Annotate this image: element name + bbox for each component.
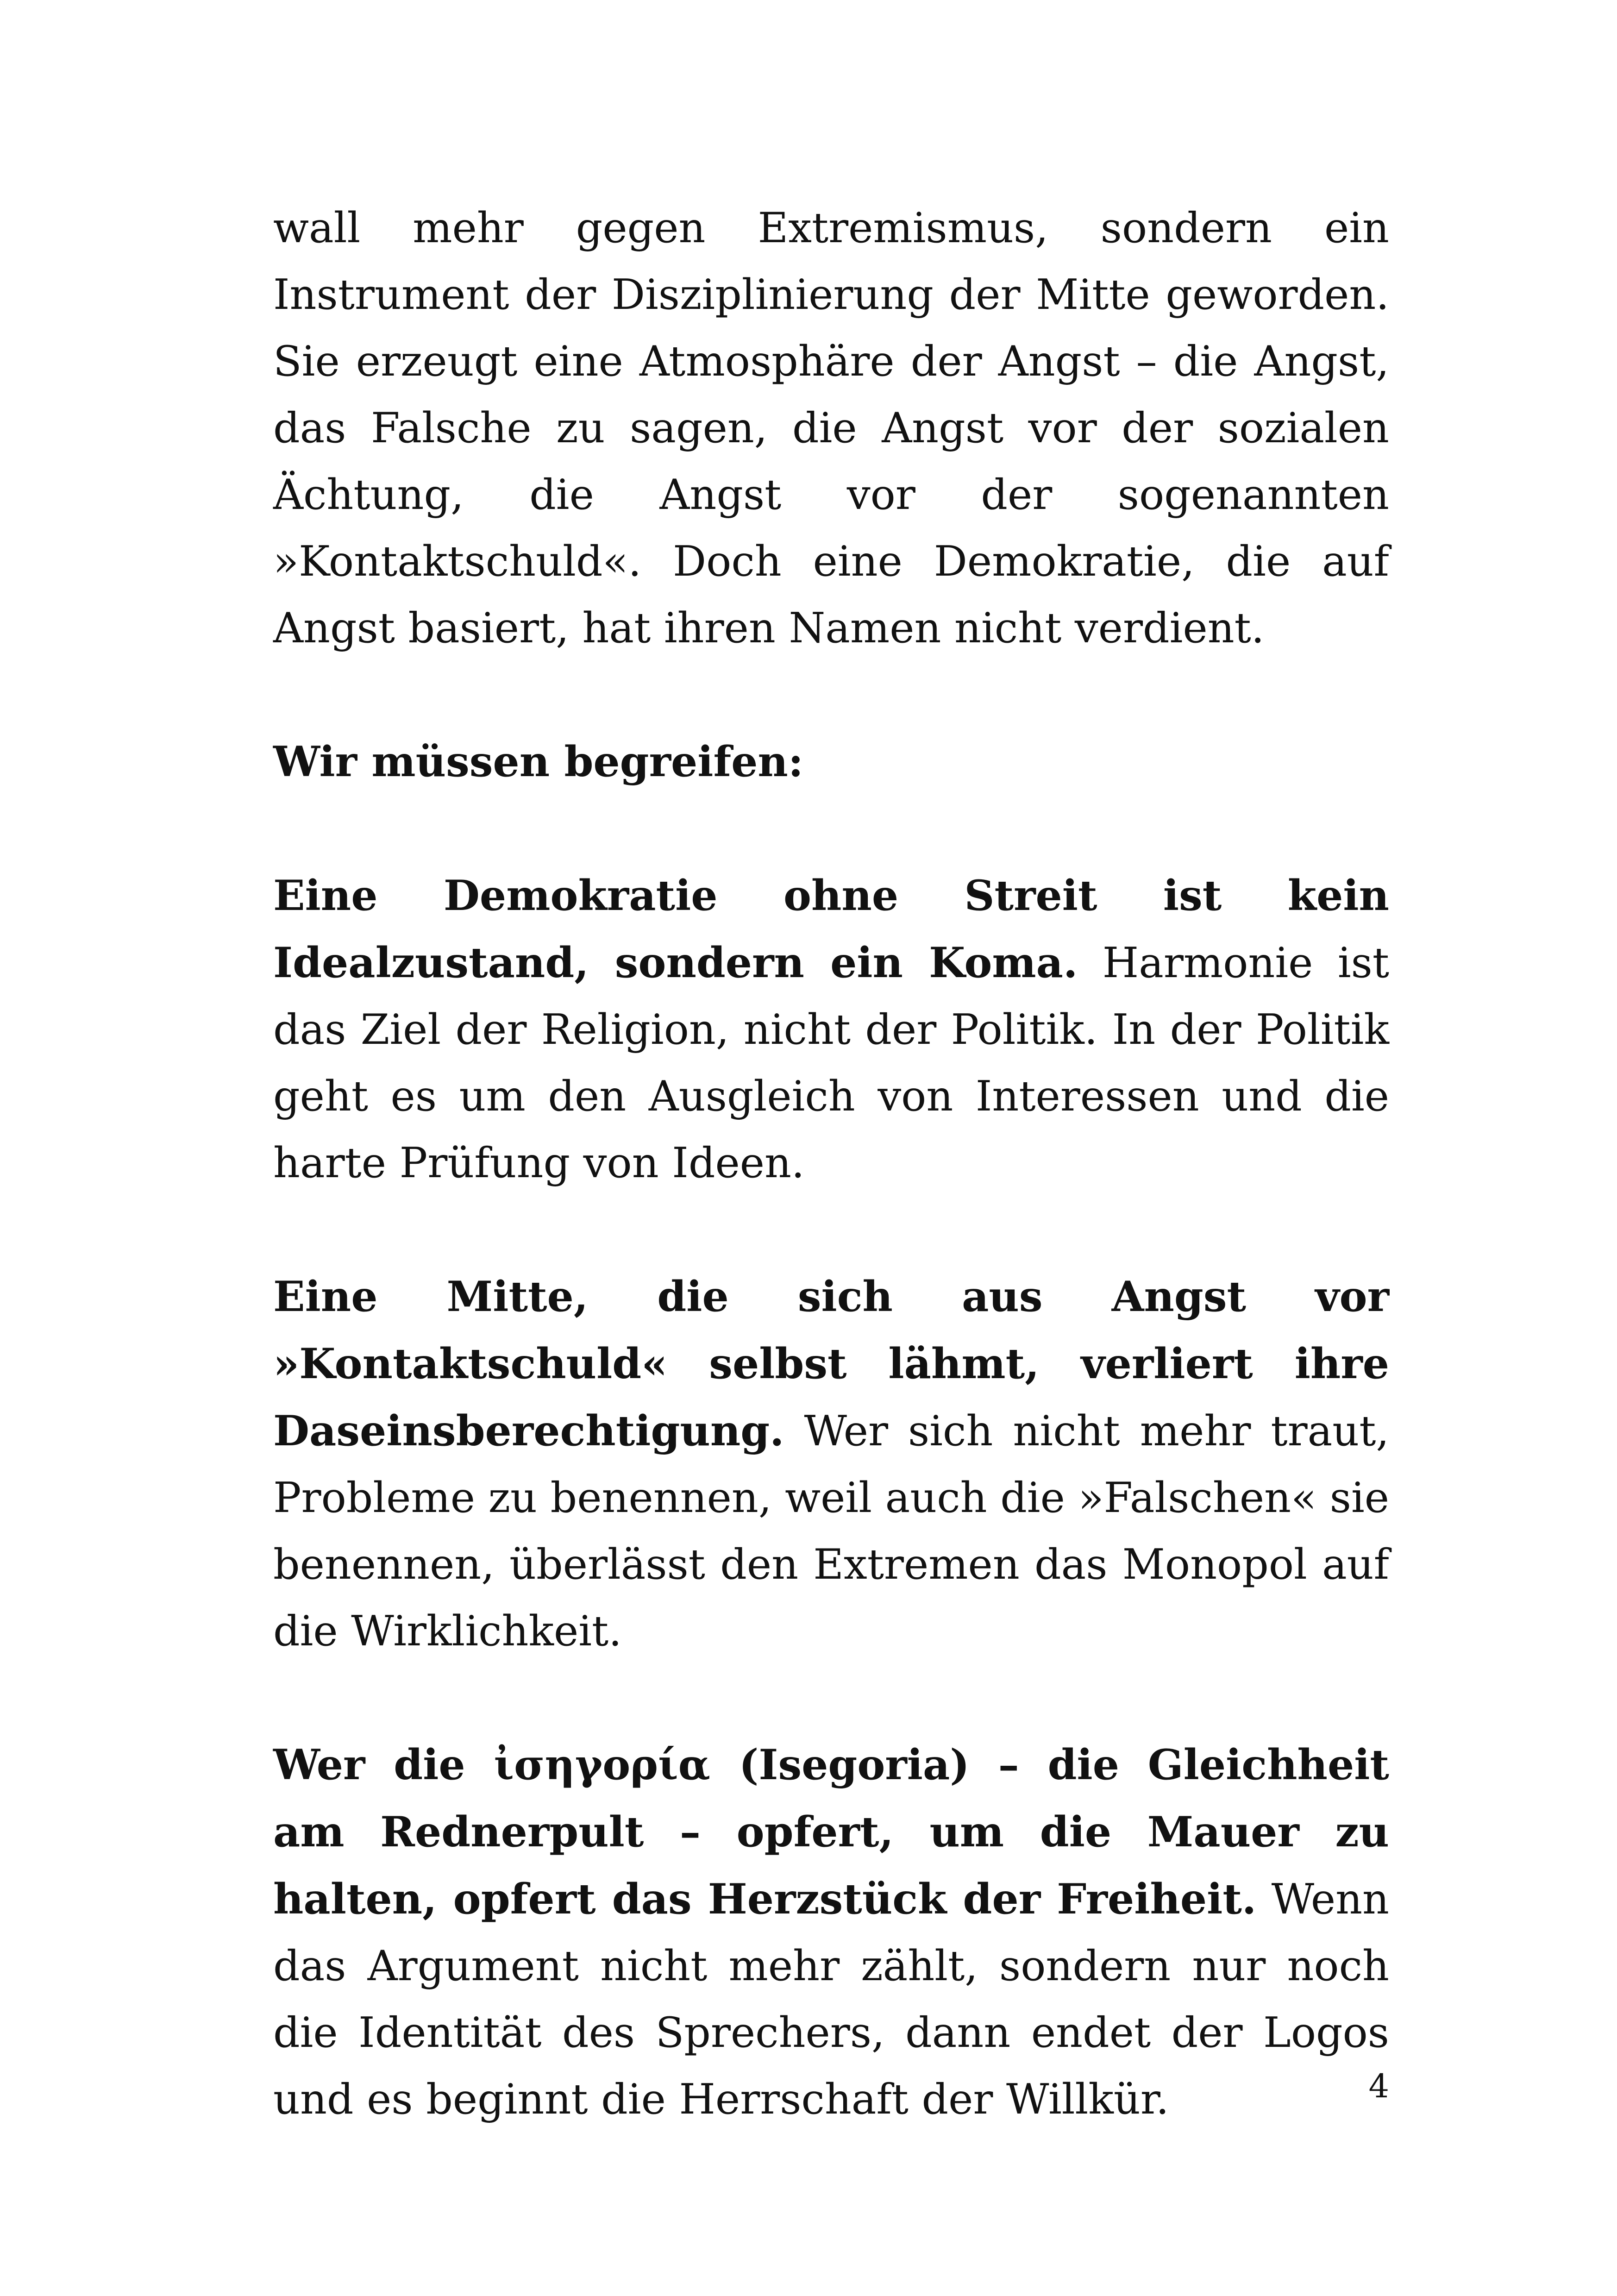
paragraph-3-bold: Eine Demokratie ohne Streit ist kein Idealzustand, sondern ein Koma.: [273, 871, 1389, 987]
paragraph-2: [273, 728, 1389, 796]
paragraph-1: [273, 194, 1389, 662]
paragraph-1-text: wall mehr gegen Extremismus, sondern ein Instrument der Disziplinierung der Mitte geworden. Sie erzeugt eine Atmosphäre der Angst – die Angst, das Falsche zu sagen, die Angst vor der sozialen Ächtung, die Angst vor der sogenannten »Kontaktschuld«. Doch eine Demokratie, die auf Angst basiert, hat ihren Namen nicht verdient.: [273, 204, 1389, 652]
paragraph-3-text: Harmonie ist das Ziel der Religion, nicht der Politik. In der Politik geht es um den Ausgleich von Interessen und die harte Prüfung von Ideen.: [273, 939, 1389, 1187]
page-number: 4: [1368, 2067, 1389, 2105]
paragraph-4-text: Wer sich nicht mehr traut, Probleme zu benennen, weil auch die »Falschen« sie benennen, überlässt den Extremen das Monopol auf die Wirklichkeit.: [273, 1407, 1389, 1656]
page-body-text: [273, 194, 1389, 2133]
paragraph-2-bold: Wir müssen begreifen:: [273, 737, 804, 786]
paragraph-5: [273, 1731, 1389, 2133]
paragraph-4-bold: Eine Mitte, die sich aus Angst vor »Kontaktschuld« selbst lähmt, verliert ihre Daseinsberechtigung.: [273, 1272, 1389, 1455]
paragraph-4: [273, 1263, 1389, 1665]
paragraph-3: [273, 862, 1389, 1197]
paragraph-5-bold: Wer die ἰσηγορία (Isegoria) – die Gleichheit am Rednerpult – opfert, um die Mauer zu halten, opfert das Herzstück der Freiheit.: [273, 1740, 1389, 1924]
paragraph-5-text: Wenn das Argument nicht mehr zählt, sondern nur noch die Identität des Sprechers, dann endet der Logos und es beginnt die Herrschaft der Willkür.: [273, 1875, 1390, 2124]
